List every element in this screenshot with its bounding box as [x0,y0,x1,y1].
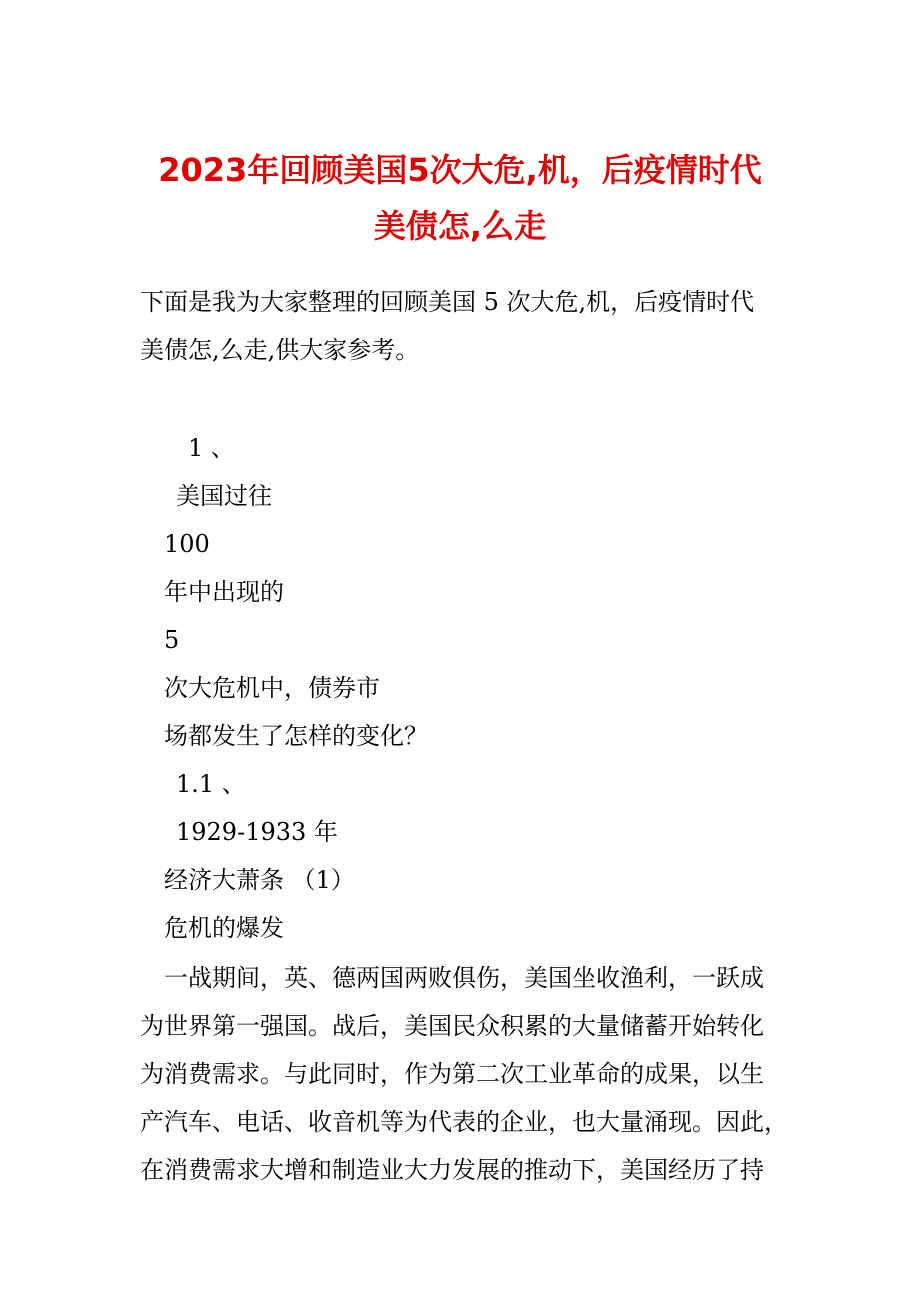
section-line: 美国过往 [176,482,272,510]
subsection-heading: 危机的爆发 [164,914,284,942]
title-line-2: 美债怎,么走 [373,207,547,245]
section-line: 100 [164,530,210,558]
subsection-number: 1.1 、 [176,770,246,798]
section-number: 1 、 [188,434,235,462]
subsection-years: 1929-1933 年 [176,818,338,846]
title-line-1: 2023年回顾美国5次大危,机，后疫情时代 [158,151,762,189]
section-line: 次大危机中，债券市 [164,674,380,702]
section-line: 场都发生了怎样的变化？ [164,722,428,750]
subsection-heading: 经济大萧条 （1） [164,866,355,894]
body-line-5: 在消费需求大增和制造业大力发展的推动下，美国经历了持 [140,1156,764,1184]
document-title [120,142,800,254]
intro-line-1: 下面是我为大家整理的回顾美国 5 次大危,机，后疫情时代 [140,288,755,316]
body-line-1: 一战期间，英、德两国两败俱伤，美国坐收渔利，一跃成 [164,964,764,992]
section-line: 5 [164,626,180,654]
intro-line-2: 美债怎,么走,供大家参考。 [140,336,420,364]
body-line-3: 为消费需求。与此同时，作为第二次工业革命的成果，以生 [140,1060,764,1088]
body-line-4: 产汽车、电话、收音机等为代表的企业，也大量涌现。因此， [140,1108,788,1136]
body-line-2: 为世界第一强国。战后，美国民众积累的大量储蓄开始转化 [140,1012,764,1040]
section-line: 年中出现的 [164,578,284,606]
